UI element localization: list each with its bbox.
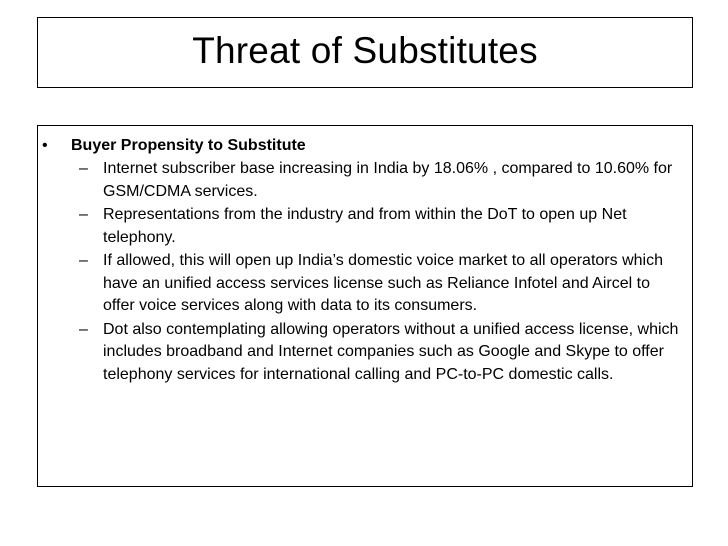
- content-box: [37, 125, 693, 487]
- dash-marker: –: [79, 160, 88, 177]
- title-box: [37, 17, 693, 88]
- sub-bullet-item: [79, 158, 679, 203]
- dash-marker: –: [79, 206, 88, 223]
- dash-marker: –: [79, 252, 88, 269]
- sub-bullet-item: [79, 319, 679, 387]
- bullet-heading: Buyer Propensity to Substitute: [71, 137, 306, 154]
- dash-marker: –: [79, 320, 88, 338]
- sub-bullet-item: [79, 204, 679, 249]
- sub-bullet-text: If allowed, this will open up India’s domestic voice market to all operators which have an unified access services license such as Reliance Infotel and Aircel to offer voice services along with data to its consumers.: [103, 252, 663, 314]
- sub-bullet-list: [79, 158, 679, 387]
- sub-bullet-item: [79, 250, 679, 318]
- sub-bullet-text: Dot also contemplating allowing operators without a unified access license, which includes broadband and Internet companies such as Google and Skype to offer telephony services for international calling and PC-to-PC domestic calls.: [103, 320, 679, 383]
- slide-title: Threat of Substitutes: [192, 30, 538, 71]
- sub-bullet-text: Representations from the industry and from within the DoT to open up Net telephony.: [103, 206, 627, 246]
- sub-bullet-text: Internet subscriber base increasing in India by 18.06% , compared to 10.60% for GSM/CDMA services.: [103, 160, 673, 200]
- bullet-marker: •: [42, 137, 48, 154]
